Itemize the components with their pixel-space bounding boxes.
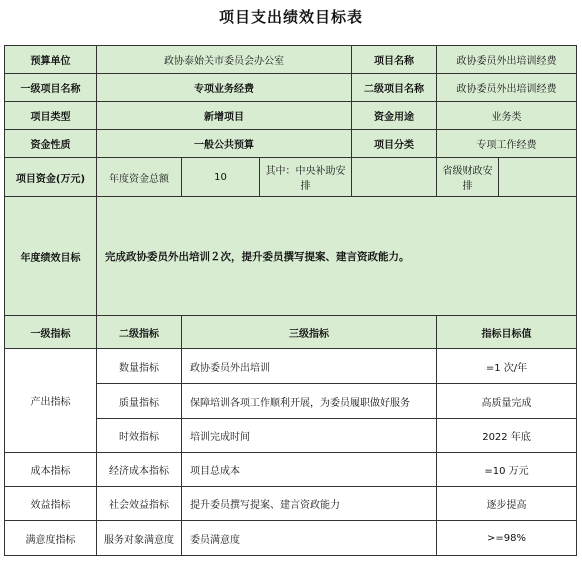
project-type-label: 项目类型 [5, 102, 97, 130]
header-target: 指标目标值 [437, 316, 577, 349]
project-type-value: 新增项目 [97, 102, 352, 130]
annual-total-label: 年度资金总额 [97, 158, 182, 197]
fund-nature-value: 一般公共预算 [97, 130, 352, 158]
indicator-level1: 效益指标 [5, 487, 97, 521]
budget-unit-label: 预算单位 [5, 46, 97, 74]
indicator-level2: 数量指标 [97, 349, 182, 384]
indicator-level3: 培训完成时间 [182, 419, 437, 453]
project-name-value: 政协委员外出培训经费 [437, 46, 577, 74]
central-subsidy-label: 其中：中央补助安排 [260, 158, 352, 197]
row-level1 [5, 74, 577, 102]
indicator-level2: 时效指标 [97, 419, 182, 453]
indicator-level3: 政协委员外出培训 [182, 349, 437, 384]
level2-label: 二级项目名称 [352, 74, 437, 102]
indicator-level1: 产出指标 [5, 349, 97, 453]
fund-use-value: 业务类 [437, 102, 577, 130]
annual-goal-text: 完成政协委员外出培训２次，提升委员撰写提案、建言资政能力。 [97, 197, 577, 316]
provincial-value [499, 158, 577, 197]
project-fund-label: 项目资金(万元) [5, 158, 97, 197]
indicator-row [5, 349, 577, 384]
row-budget-unit [5, 46, 577, 74]
fund-nature-label: 资金性质 [5, 130, 97, 158]
project-name-label: 项目名称 [352, 46, 437, 74]
row-project-fund [5, 158, 577, 197]
indicator-target: 高质量完成 [437, 384, 577, 419]
central-subsidy-value [352, 158, 437, 197]
indicator-level1: 成本指标 [5, 453, 97, 487]
indicator-level3: 项目总成本 [182, 453, 437, 487]
indicator-level2: 经济成本指标 [97, 453, 182, 487]
indicator-target: 2022 年底 [437, 419, 577, 453]
level1-label: 一级项目名称 [5, 74, 97, 102]
indicator-level3: 保障培训各项工作顺利开展，为委员履职做好服务 [182, 384, 437, 419]
annual-total-value: 10 [182, 158, 260, 197]
fund-use-label: 资金用途 [352, 102, 437, 130]
level1-value: 专项业务经费 [97, 74, 352, 102]
provincial-label: 省级财政安排 [437, 158, 499, 197]
header-level1: 一级指标 [5, 316, 97, 349]
project-class-label: 项目分类 [352, 130, 437, 158]
level2-value: 政协委员外出培训经费 [437, 74, 577, 102]
header-level2: 二级指标 [97, 316, 182, 349]
indicator-level2: 质量指标 [97, 384, 182, 419]
indicator-header-row [5, 316, 577, 349]
indicator-row [5, 453, 577, 487]
header-level3: 三级指标 [182, 316, 437, 349]
annual-goal-label: 年度绩效目标 [5, 197, 97, 316]
indicator-level3: 委员满意度 [182, 521, 437, 556]
indicator-target: =10 万元 [437, 453, 577, 487]
project-class-value: 专项工作经费 [437, 130, 577, 158]
row-annual-goal [5, 197, 577, 316]
row-project-type [5, 102, 577, 130]
indicator-target: 逐步提高 [437, 487, 577, 521]
budget-unit-value: 政协泰始关市委员会办公室 [97, 46, 352, 74]
indicator-target: >=98% [437, 521, 577, 556]
indicator-level3: 提升委员撰写提案、建言资政能力 [182, 487, 437, 521]
indicator-row [5, 521, 577, 556]
row-fund-nature [5, 130, 577, 158]
performance-target-table [4, 45, 577, 556]
page-title: 项目支出绩效目标表 [218, 8, 363, 26]
indicator-level2: 社会效益指标 [97, 487, 182, 521]
indicator-level2: 服务对象满意度 [97, 521, 182, 556]
indicator-row [5, 487, 577, 521]
indicator-level1: 满意度指标 [5, 521, 97, 556]
indicator-target: =1 次/年 [437, 349, 577, 384]
